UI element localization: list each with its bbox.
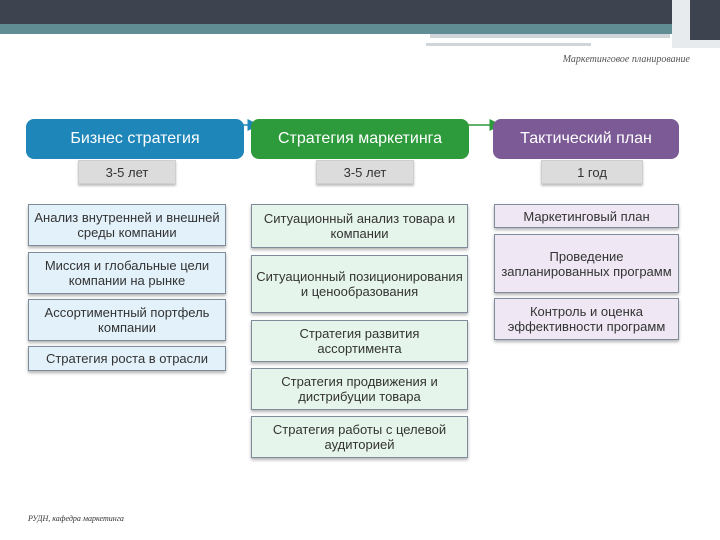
marketing-item-situational-analysis: Ситуационный анализ товара и компании — [251, 204, 468, 248]
top-teal-bar — [0, 24, 720, 34]
header-caption: Маркетинговое планирование — [562, 54, 690, 65]
tactical-item-marketing-plan: Маркетинговый план — [494, 204, 679, 228]
tactical-item-control: Контроль и оценка эффективности программ — [494, 298, 679, 340]
header-marketing-strategy: Стратегия маркетинга — [251, 119, 469, 159]
business-item-analysis: Анализ внутренней и внешней среды компании — [28, 204, 226, 246]
header-business-strategy: Бизнес стратегия — [26, 119, 244, 159]
corner-accent — [690, 0, 720, 40]
marketing-item-promotion: Стратегия продвижения и дистрибуции товара — [251, 368, 468, 410]
accent-line — [426, 43, 591, 46]
term-tactical-plan: 1 год — [541, 160, 643, 184]
term-marketing-strategy: 3-5 лет — [316, 160, 414, 184]
tactical-item-programs: Проведение запланированных программ — [494, 234, 679, 293]
business-item-portfolio: Ассортиментный портфель компании — [28, 299, 226, 341]
business-item-mission: Миссия и глобальные цели компании на рынке — [28, 252, 226, 294]
marketing-item-target-audience: Стратегия работы с целевой аудиторией — [251, 416, 468, 458]
footer-caption: РУДН, кафедра маркетинга — [28, 514, 124, 523]
header-tactical-plan: Тактический план — [493, 119, 679, 159]
business-item-growth: Стратегия роста в отрасли — [28, 346, 226, 371]
accent-line — [430, 34, 670, 38]
marketing-item-assortment: Стратегия развития ассортимента — [251, 320, 468, 362]
term-business-strategy: 3-5 лет — [78, 160, 176, 184]
marketing-item-positioning: Ситуационный позиционирования и ценообразования — [251, 255, 468, 313]
top-dark-bar — [0, 0, 720, 24]
